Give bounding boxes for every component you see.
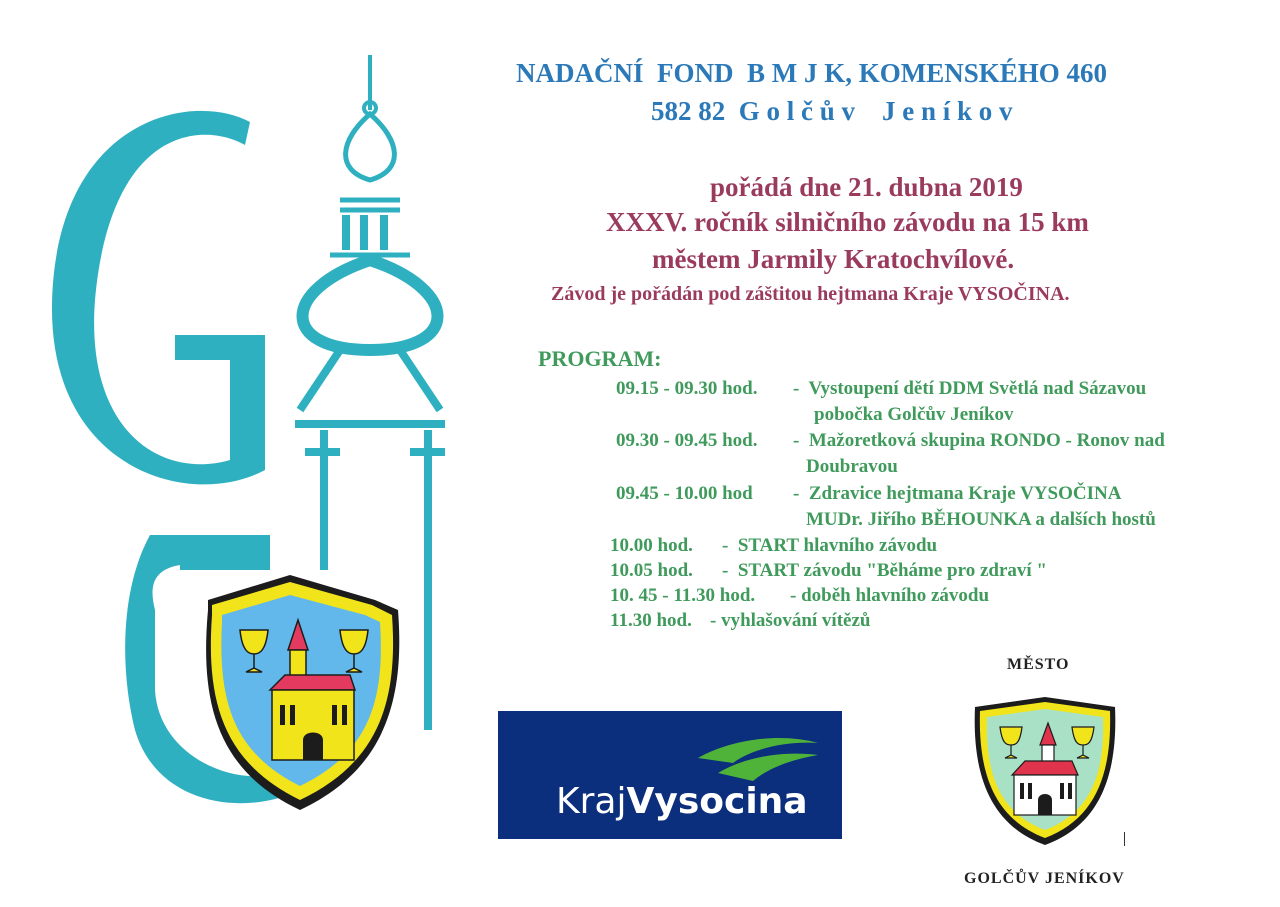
event-subtitle: městem Jarmily Kratochvílové. — [652, 244, 1015, 274]
program-time: 11.30 hod. — [610, 610, 692, 631]
program-text: - START závodu "Běháme pro zdraví " — [722, 560, 1047, 581]
program-time: 09.15 - 09.30 hod. — [616, 378, 758, 399]
program-heading: PROGRAM: — [538, 346, 662, 371]
program-text: - Mažoretková skupina RONDO - Ronov nad — [793, 430, 1165, 451]
foundation-name: NADAČNÍ FOND B M J K, KOMENSKÉHO 460 — [516, 58, 1108, 88]
foundation-address: 582 82 G o l č ů v J e n í k o v — [651, 96, 1013, 126]
program-time: 10.05 hod. — [610, 560, 693, 581]
program-time: 09.45 - 10.00 hod — [616, 483, 753, 504]
program-text: - doběh hlavního závodu — [790, 585, 990, 606]
program-text: - Zdravice hejtmana Kraje VYSOČINA — [793, 483, 1122, 504]
event-patronage: Závod je pořádán pod záštitou hejtmana Kraje VYSOČINA. — [551, 283, 1070, 305]
vysocina-word: Vysocina — [626, 781, 808, 822]
city-name: GOLČŮV JENÍKOV — [964, 870, 1125, 887]
gj-church-logo — [40, 50, 470, 860]
kraj-vysocina-logo — [498, 711, 842, 839]
program-text: - Vystoupení dětí DDM Světlá nad Sázavou — [793, 378, 1147, 399]
event-title: XXXV. ročník silničního závodu na 15 km — [606, 207, 1089, 237]
program-text-cont: MUDr. Jiřího BĚHOUNKA a dalších hostů — [806, 509, 1156, 530]
city-coat-of-arms — [970, 695, 1120, 850]
program-time: 10.00 hod. — [610, 535, 693, 556]
kraj-word: Kraj — [556, 781, 627, 822]
program-time: 09.30 - 09.45 hod. — [616, 430, 758, 451]
city-label: MĚSTO — [1007, 656, 1070, 673]
program-text-cont: pobočka Golčův Jeníkov — [814, 404, 1014, 425]
program-text: - START hlavního závodu — [722, 535, 938, 556]
event-date: pořádá dne 21. dubna 2019 — [710, 172, 1023, 202]
divider-mark — [1124, 832, 1125, 846]
kraj-logo-text — [556, 781, 808, 822]
kraj-swoosh-icon — [693, 733, 823, 783]
program-text: - vyhlašování vítězů — [710, 610, 871, 631]
program-text-cont: Doubravou — [806, 456, 898, 477]
program-time: 10. 45 - 11.30 hod. — [610, 585, 756, 606]
